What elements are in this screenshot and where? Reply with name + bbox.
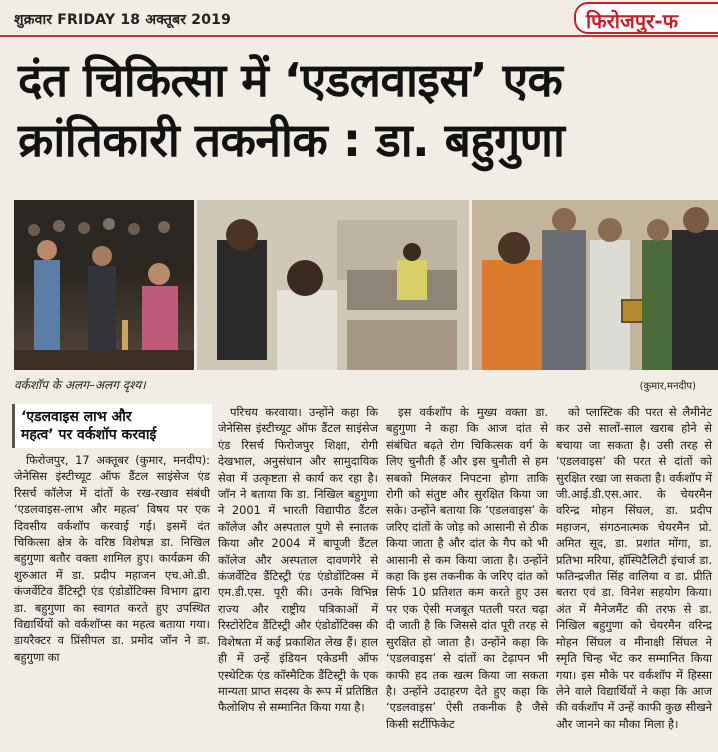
dateline: शुक्रवार FRIDAY 18 अक्तूबर 2019 — [14, 12, 232, 28]
column-1-text: फिरोजपुर, 17 अक्तूबर (कुमार, मनदीप): जेनेसिस इंस्टीच्यूट ऑफ डैंटल साइंसेज एंड रिसर्च कॉलेज में दांतों के रख-रखाव संबंधी ‘एडलवाइस-लाभ और महत्व’ विषय पर एक दिवसीय वर्कशॉप करवाई गई। इसमें दंत चिकित्सा क्षेत्र के वरिष्ठ विशेषज्ञ डा. निखिल बहुगुणा बतौर वक्ता शामिल हुए। कार्यक्रम की शुरुआत में डा. प्रदीप महाजन एच.ओ.डी. कंजर्वेटिव डैंटिस्ट्री एंड एंडोडोंटिक्स विभाग द्वारा डा. बहुगुणा का स्वागत करते हुए उपस्थित विद्यार्थियों को वर्कशॉप्स का महत्व बताया गया। डायरैक्टर व प्रिंसीपल डा. प्रमोद जॉन ने डा. बहुगुणा का — [14, 453, 210, 664]
workshop-photo-clinic — [197, 200, 469, 370]
headline — [18, 52, 708, 172]
column-4-text: को प्लास्टिक की परत से लैमीनेट कर उसे सालों-साल खराब होने से बचाया जा सकता है। उसी तरह से ‘एडलवाइस’ की परत से दांतों को सुरक्षित रखा जा सकता है। वर्कशॉप में जी.आई.डी.एस.आर. के चेयरमैन वरिन्द्र मोहन सिंघल, डा. प्रदीप महाजन, संगठनात्मक चेयरमैन प्रो. अमित सूद, डा. प्रशांत मोंगा, डा. प्रतिभा मरिया, हॉस्पिटैलिटी इंचार्ज डा. फतिन्द्रजीत सिंह वालिया व डा. प्रीति बतरा एवं डा. विनेश सहयोग किया। अंत में मैनेजमैंट की तरफ से डा. निखिल बहुगुणा को चेयरमैन वरिन्द्र मोहन सिंघल व मीनाक्षी सिंघल ने स्मृति चिन्ह भेंट कर सम्मानित किया गया। इस मौके पर वर्कशॉप में हिस्सा लेने वाले विद्यार्थियों ने कहा कि आज की वर्कशॉप में उन्हें काफी कुछ सीखने और जानने का मौका मिला है। — [556, 405, 712, 731]
article-column-1 — [14, 452, 210, 665]
column-2-text: परिचय करवाया। उन्होंने कहा कि जेनेसिस इंस्टीच्यूट ऑफ डैंटल साइंसेज एंड रिसर्च फिरोजपुर शिक्षा, रोगी देखभाल, अनुसंधान और सामुदायिक सेवा में उत्कृष्टता से कार्य कर रहा है। जॉन ने बताया कि डा. निखिल बहुगुणा ने 2001 में भारती विद्यापीठ डैंटल कॉलेज और अस्पताल पुणे से स्नातक किया और 2004 में बापूजी डैंटल कॉलेज और अस्पताल दावणगेरे से कंजर्वेटिव डैंटिस्ट्री एंड एंडोडोंटिक्स में एम.डी.एस. पूरी की। उनके विभिन्न राज्य और राष्ट्रीय पत्रिकाओं में रिस्टोरेटिव डैंटिस्ट्री और एंडोडोंटिक्स की विशेषता में कई प्रकाशित लेख हैं। हाल ही में उन्हें इंडियन एकेडमी ऑफ एस्थेटिक एंड कॉस्मैटिक डैंटिस्ट्री के एक मान्यता प्राप्त सदस्य के रूप में प्रतिष्ठित फैलोशिप से सम्मानित किया गया है। — [218, 405, 378, 715]
photo-credit: (कुमार,मनदीप) — [639, 381, 696, 392]
subheading-line-2: महत्व’ पर वर्कशॉप करवाई — [21, 427, 157, 443]
photo-caption: वर्कशॉप के अलग–अलग दृश्य। — [14, 378, 146, 392]
header-rule — [0, 35, 718, 37]
photo-illustration-3 — [472, 200, 718, 370]
article-column-3 — [386, 404, 548, 732]
edition-banner: फिरोजपुर-फ — [574, 2, 718, 34]
workshop-photo-felicitation — [472, 200, 718, 370]
photo-strip — [14, 200, 714, 370]
photo-illustration-2 — [197, 200, 469, 370]
article-column-2 — [218, 404, 378, 716]
headline-line-2: क्रांतिकारी तकनीक : डा. बहुगुणा — [18, 113, 565, 167]
photo-illustration-1 — [14, 200, 194, 370]
subheading-box — [12, 404, 212, 448]
article-column-4 — [556, 404, 712, 732]
subheading-line-1: ‘एडलवाइस लाभ और — [21, 409, 132, 425]
workshop-photo-lamp-lighting — [14, 200, 194, 370]
headline-line-1: दंत चिकित्सा में ‘एडलवाइस’ एक — [18, 53, 563, 107]
column-3-text: इस वर्कशॉप के मुख्य वक्ता डा. बहुगुणा ने कहा कि आज दांत से संबंधित बढ़ते रोग चिकित्सक वर्ग के लिए चुनौती हैं और इस चुनौती से हम सबको मिलकर निपटना होगा ताकि रोगी को संतुष्ट और सुरक्षित किया जा सके। उन्होंने बताया कि ‘एडलवाइस’ के जरिए दांतों के जोड़ को आसानी से ठीक किया जाता है और दांत के गैप को भी आसानी से कम किया जाता है। उन्होंने कहा कि इस तकनीक के जरिए दांत को सिर्फ 10 प्रतिशत कम करते हुए उस पर एक ऐसी मजबूत पतली परत चढ़ा दी जाती है कि जिससे दांत पूरी तरह से सुरक्षित हो जाता है। उन्होंने कहा कि ‘एडलवाइस’ से दांतों का टेढ़ापन भी काफी हद तक खत्म किया जा सकता है। उन्होंने उदाहरण देते हुए कहा कि ‘एडलवाइस’ ऐसी तकनीक है जैसे किसी सर्टीफिकेट — [386, 405, 548, 731]
